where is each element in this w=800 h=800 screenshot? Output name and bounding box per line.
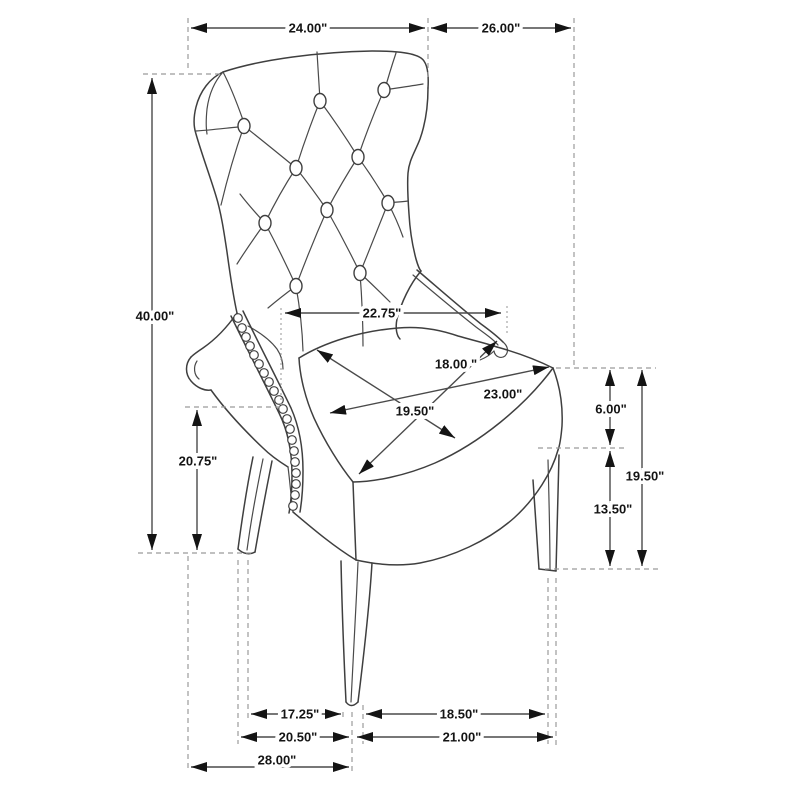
dim-label-40in: 40.00" <box>135 308 175 324</box>
front-left-leg <box>341 561 372 706</box>
tufting-button <box>378 83 390 98</box>
dim-label-20-75in: 20.75" <box>178 453 218 469</box>
dimension-top-seat-depth <box>431 21 571 36</box>
dim-label-13-50in: 13.50" <box>593 501 633 517</box>
dimension-seat-height <box>626 370 665 566</box>
dim-label-28in: 28.00" <box>257 752 297 768</box>
dim-label-18in: 18.00 " <box>434 356 478 372</box>
dim-label-26in: 26.00" <box>481 20 521 36</box>
dimension-annotations <box>136 21 665 768</box>
dim-label-23in: 23.00" <box>483 386 523 402</box>
dim-label-19-50in-height: 19.50" <box>625 468 665 484</box>
seat <box>293 327 562 564</box>
dim-label-6in: 6.00" <box>595 401 627 417</box>
dim-label-24in: 24.00" <box>288 20 328 36</box>
tufting-buttons <box>238 83 394 294</box>
chair-back-outline <box>194 51 428 339</box>
tufting-button <box>314 94 326 109</box>
dimension-top-back-width <box>191 21 425 36</box>
dim-label-18-50in: 18.50" <box>439 706 479 722</box>
dimension-seat-front-width <box>330 367 549 413</box>
tufting-button <box>321 203 333 218</box>
tufting-button <box>238 119 250 134</box>
tufting-button <box>290 279 302 294</box>
dimension-front-to-back-leg-span <box>366 707 545 722</box>
dimension-arm-height <box>179 410 218 550</box>
left-arm <box>187 313 294 512</box>
front-right-leg <box>533 455 559 571</box>
tufting-button <box>354 266 366 281</box>
tufting-button <box>259 216 271 231</box>
dimension-base-width-left <box>241 730 349 745</box>
dimension-seat-thickness <box>595 370 626 445</box>
back-left-leg <box>238 457 272 554</box>
dimension-base-width-right <box>357 730 553 745</box>
extension-lines <box>135 18 658 772</box>
dim-label-21in: 21.00" <box>442 729 482 745</box>
dim-label-19-50in-seat: 19.50" <box>395 403 435 419</box>
tufting-button <box>290 161 302 176</box>
dimension-overall-height <box>136 78 175 550</box>
dim-label-22-75in: 22.75" <box>362 305 402 321</box>
dim-label-20-50in: 20.50" <box>278 729 318 745</box>
dim-label-17-25in: 17.25" <box>280 706 320 722</box>
dimension-base-depth <box>191 753 349 768</box>
dimension-back-width <box>285 306 501 321</box>
chair-illustration <box>187 51 563 706</box>
tufting-button <box>382 196 394 211</box>
tufting-button <box>352 150 364 165</box>
dimension-front-leg-offset <box>251 707 341 722</box>
